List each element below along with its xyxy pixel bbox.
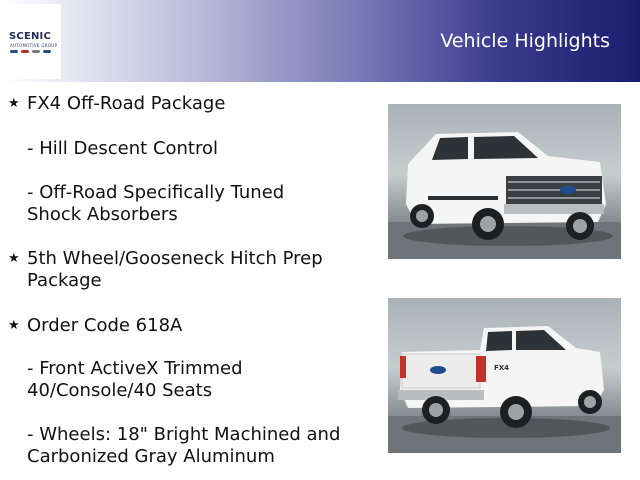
brand-logo-icon [21,50,29,53]
logo-subtitle: AUTOMOTIVE GROUP [10,43,58,48]
truck-front-photo [388,104,621,259]
brand-logo-icon [32,50,40,53]
highlight-text: - Hill Descent Control [27,138,219,159]
brand-logo-icon [10,50,18,53]
highlight-text: FX4 Off-Road Package [27,93,226,114]
dealer-logo [4,4,61,79]
page-title: Vehicle Highlights [440,30,610,52]
highlight-text: 5th Wheel/Gooseneck Hitch Prep Package [27,248,323,291]
highlight-text: Order Code 618A [27,315,183,336]
star-icon: ★ [8,96,20,111]
truck-rear-illustration [388,298,621,453]
highlight-text: - Front ActiveX Trimmed 40/Console/40 Seats [27,358,243,401]
brand-logos [10,50,51,53]
header-banner [0,0,640,82]
truck-rear-photo [388,298,621,453]
star-icon: ★ [8,318,20,333]
fx4-badge: FX4 [494,364,510,372]
star-icon: ★ [8,251,20,266]
highlight-text: - Off-Road Specifically Tuned Shock Absorbers [27,182,285,225]
highlight-text: - Wheels: 18" Bright Machined and Carbonized Gray Aluminum [27,424,341,467]
brand-logo-icon [43,50,51,53]
logo-name: SCENIC [9,31,52,42]
truck-front-illustration [388,104,621,259]
